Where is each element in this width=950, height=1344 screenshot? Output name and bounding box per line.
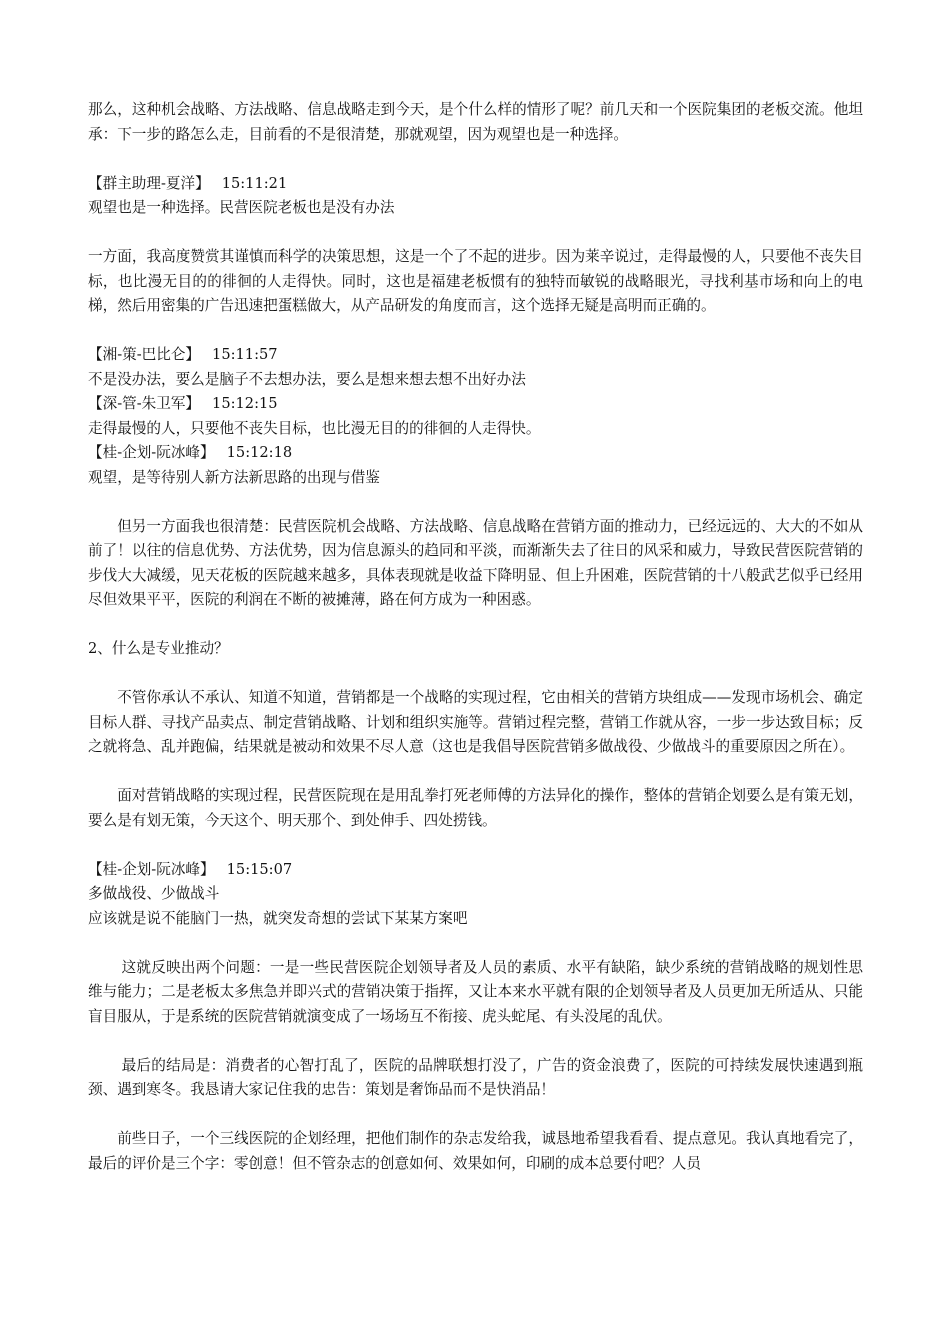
chat-time: 15:11:21 bbox=[221, 174, 288, 192]
paragraph-marketing-process: 不管你承认不承认、知道不知道，营销都是一个战略的实现过程，它由相关的营销方块组成——发现市场机会、确定目标人群、寻找产品卖点、制定营销战略、计划和组织实施等。营销过程完整，营销工作就从容，一步一步达致目标；反之就将急、乱并跑偏，结果就是被动和效果不尽人意（这也是我倡导医院营销多做战役、少做战斗的重要原因之所在）。 bbox=[88, 689, 863, 755]
chat-message bbox=[88, 441, 863, 490]
chat-message bbox=[88, 343, 863, 392]
paragraph-magazine: 前些日子，一个三线医院的企划经理，把他们制作的杂志发给我，诚恳地希望我看看、提点意见。我认真地看完了，最后的评价是三个字：零创意！但不管杂志的创意如何、效果如何，印刷的成本总要付吧？人员 bbox=[88, 1130, 863, 1172]
chat-time: 15:11:57 bbox=[212, 346, 278, 363]
chat-text: 不是没办法，要么是脑子不去想办法，要么是想来想去想不出好办法 bbox=[88, 370, 526, 388]
chat-header bbox=[88, 172, 863, 197]
chat-text: 多做战役、少做战斗 bbox=[88, 885, 220, 902]
paragraph-strategy-practice: 面对营销战略的实现过程，民营医院现在是用乱拳打死老师傅的方法异化的操作，整体的营销企划要么是有策无划，要么是有划无策，今天这个、明天那个、到处伸手、四处捞钱。 bbox=[88, 787, 863, 829]
chat-text: 观望，是等待别人新方法新思路的出现与借鉴 bbox=[88, 468, 380, 486]
chat-sender: 【群主助理-夏洋】 bbox=[88, 174, 210, 192]
chat-text: 应该就是说不能脑门一热，就突发奇想的尝试下某某方案吧 bbox=[88, 909, 468, 927]
chat-message bbox=[88, 858, 863, 932]
paragraph-outcome: 最后的结局是：消费者的心智打乱了，医院的品牌联想打没了，广告的资金浪费了，医院的可持续发展快速遇到瓶颈、遇到寒冬。我恳请大家记住我的忠告：策划是奢饰品而不是快消品！ bbox=[88, 1056, 863, 1098]
chat-sender: 【桂-企划-阮冰峰】 bbox=[88, 444, 215, 461]
chat-message bbox=[88, 172, 863, 221]
chat-header bbox=[88, 343, 863, 368]
paragraph-appreciation: 一方面，我高度赞赏其谨慎而科学的决策思想，这是一个了不起的进步。因为莱辛说过，走得最慢的人，只要他不丧失目标，也比漫无目的的徘徊的人走得快。同时，这也是福建老板惯有的独特而敏锐的战略眼光，寻找利基市场和向上的电梯，然后用密集的广告迅速把蛋糕做大，从产品研发的角度而言，这个选择无疑是高明而正确的。 bbox=[88, 248, 863, 314]
chat-sender: 【桂-企划-阮冰峰】 bbox=[88, 860, 215, 878]
chat-time: 15:12:18 bbox=[226, 444, 293, 461]
section-heading: 2、什么是专业推动？ bbox=[88, 640, 229, 657]
chat-header bbox=[88, 858, 863, 883]
chat-header bbox=[88, 441, 863, 466]
chat-text: 观望也是一种选择。民营医院老板也是没有办法 bbox=[88, 199, 395, 216]
paragraph-decline: 但另一方面我也很清楚：民营医院机会战略、方法战略、信息战略在营销方面的推动力，已经远远的、大大的不如从前了！以往的信息优势、方法优势，因为信息源头的趋同和平淡，而渐渐失去了往日的风采和威力，导致民营医院营销的步伐大大减缓，见天花板的医院越来越多，具体表现就是收益下降明显、但上升困难，医院营销的十八般武艺似乎已经用尽但效果平平，医院的利润在不断的被摊薄，路在何方成为一种困惑。 bbox=[88, 517, 863, 608]
chat-sender: 【湘-策-巴比仑】 bbox=[88, 346, 201, 363]
chat-message bbox=[88, 392, 863, 441]
chat-time: 15:12:15 bbox=[212, 395, 278, 412]
chat-header bbox=[88, 392, 863, 417]
paragraph-intro: 那么，这种机会战略、方法战略、信息战略走到今天，是个什么样的情形了呢？前几天和一个医院集团的老板交流。他坦承：下一步的路怎么走，目前看的不是很清楚，那就观望，因为观望也是一种选择。 bbox=[88, 101, 863, 143]
paragraph-two-problems: 这就反映出两个问题：一是一些民营医院企划领导者及人员的素质、水平有缺陷，缺少系统的营销战略的规划性思维与能力；二是老板太多焦急并即兴式的营销决策于指挥，又让本来水平就有限的企划领导者及人员更加无所适从、只能盲目服从，于是系统的医院营销就演变成了一场场互不衔接、虎头蛇尾、有头没尾的乱伏。 bbox=[88, 958, 863, 1025]
chat-sender: 【深-管-朱卫军】 bbox=[88, 395, 201, 412]
chat-time: 15:15:07 bbox=[226, 860, 293, 878]
document-page bbox=[88, 98, 863, 1201]
chat-text: 走得最慢的人，只要他不丧失目标，也比漫无目的的徘徊的人走得快。 bbox=[88, 419, 541, 437]
